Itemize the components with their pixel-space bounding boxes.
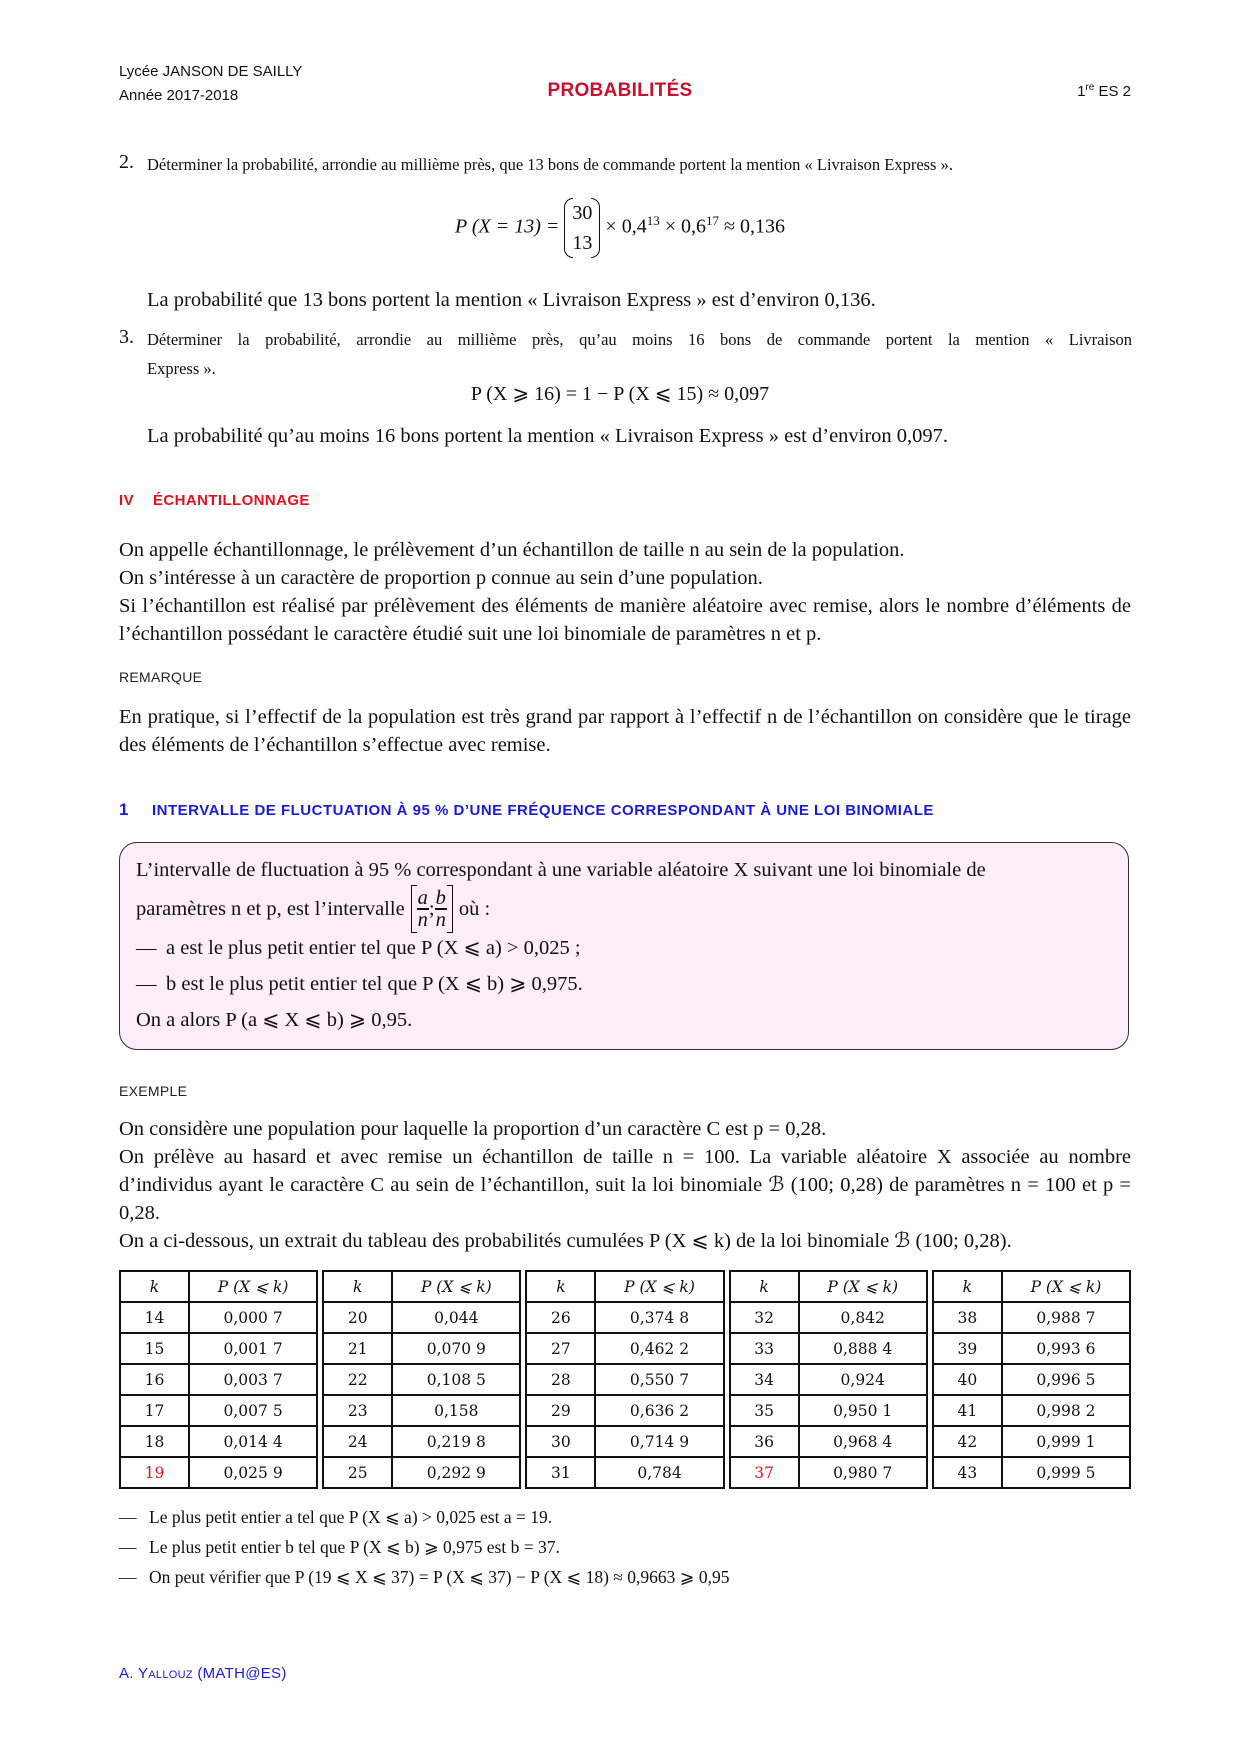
cell-p: 0,714 9 <box>595 1426 723 1457</box>
cell-k: 29 <box>526 1395 595 1426</box>
page-title: PROBABILITÉS <box>547 80 693 101</box>
definition-conclusion: On a alors P (a ⩽ X ⩽ b) ⩾ 0,95. <box>136 1009 413 1031</box>
cell-k: 26 <box>526 1302 595 1333</box>
intro-line-3: Si l’échantillon est réalisé par prélèvement des éléments de manière aléatoire avec remise, alors le nombre d’éléments de l’échantillon possédant le caractère étudié suit une loi binomiale de paramètres n et p. <box>119 595 1131 645</box>
bullet-b-text: b est le plus petit entier tel que P (X ⩽ b) ⩾ 0,975. <box>166 973 583 995</box>
school-name: Lycée JANSON DE SAILLY <box>119 63 303 80</box>
cell-k: 17 <box>120 1395 189 1426</box>
table-header-row <box>933 1271 1130 1302</box>
author-initial: A. Y <box>119 1665 149 1682</box>
conclusion-text-2: Le plus petit entier b tel que P (X ⩽ b) ⩾ 0,975 est b = 37. <box>149 1537 560 1557</box>
binomial-coefficient <box>564 198 600 258</box>
cell-p: 0,988 7 <box>1002 1302 1130 1333</box>
cumulative-probability-tables <box>119 1270 1131 1489</box>
table-row-highlighted <box>120 1457 317 1488</box>
cell-p: 0,968 4 <box>799 1426 927 1457</box>
cell-p: 0,999 1 <box>1002 1426 1130 1457</box>
dash-icon: — <box>119 1567 137 1587</box>
cell-p-highlight: 0,980 7 <box>799 1457 927 1488</box>
table-row <box>933 1426 1130 1457</box>
table-row <box>323 1333 520 1364</box>
definition-bullet-a <box>136 933 1114 969</box>
header-p: P (X ⩽ k) <box>392 1271 520 1302</box>
frac-b-numerator: b <box>435 887 446 909</box>
cell-k: 21 <box>323 1333 392 1364</box>
header-k: k <box>933 1271 1002 1302</box>
cell-k: 42 <box>933 1426 1002 1457</box>
example-line-1: On considère une population pour laquelle la proportion d’un caractère C est p = 0,28. <box>119 1118 827 1140</box>
cell-p: 0,888 4 <box>799 1333 927 1364</box>
conclusion-item <box>119 1562 729 1592</box>
cell-k: 15 <box>120 1333 189 1364</box>
conclusion-text-1: Le plus petit entier a tel que P (X ⩽ a) > 0,025 est a = 19. <box>149 1507 553 1527</box>
cell-k-highlight: 37 <box>730 1457 799 1488</box>
question-2-answer: La probabilité que 13 bons portent la mention « Livraison Express » est d’environ 0,136. <box>147 289 876 311</box>
cell-p: 0,550 7 <box>595 1364 723 1395</box>
formula-term-2: × 0,6 <box>659 215 706 238</box>
cell-k: 43 <box>933 1457 1002 1488</box>
example-line-2: On prélève au hasard et avec remise un échantillon de taille n = 100. La variable aléatoire X associée au nombre d’individus ayant le caractère C au sein de l’échantillon, suit la loi binomiale ℬ (100; 0,28) de paramètres n = 100 et p = 0,28. <box>119 1146 1131 1224</box>
header-p: P (X ⩽ k) <box>799 1271 927 1302</box>
table-row <box>526 1395 723 1426</box>
dash-icon: — <box>136 973 157 995</box>
cell-k: 24 <box>323 1426 392 1457</box>
section-heading <box>119 492 310 509</box>
footer-author <box>119 1665 287 1682</box>
table-row <box>120 1302 317 1333</box>
question-3-number: 3. <box>119 326 134 348</box>
remark-label: REMARQUE <box>119 669 203 685</box>
cell-p: 0,462 2 <box>595 1333 723 1364</box>
cell-p: 0,924 <box>799 1364 927 1395</box>
cell-p: 0,158 <box>392 1395 520 1426</box>
cell-p: 0,044 <box>392 1302 520 1333</box>
header-p: P (X ⩽ k) <box>189 1271 317 1302</box>
cell-k: 28 <box>526 1364 595 1395</box>
dash-icon: — <box>119 1537 137 1557</box>
cell-k: 38 <box>933 1302 1002 1333</box>
frac-b-denominator: n <box>435 909 446 931</box>
probability-table-2 <box>322 1270 521 1489</box>
question-3-answer: La probabilité qu’au moins 16 bons portent la mention « Livraison Express » est d’environ 0,097. <box>147 425 949 447</box>
dash-icon: — <box>136 937 157 959</box>
table-row <box>526 1457 723 1488</box>
table-row-highlighted <box>730 1457 927 1488</box>
conclusion-text-3: On peut vérifier que P (19 ⩽ X ⩽ 37) = P (X ⩽ 37) − P (X ⩽ 18) ≈ 0,9663 ⩾ 0,95 <box>149 1567 730 1587</box>
probability-table-5 <box>932 1270 1131 1489</box>
frac-a-denominator: n <box>417 909 428 931</box>
bullet-a-text: a est le plus petit entier tel que P (X ⩽ a) > 0,025 ; <box>166 937 581 959</box>
header-p: P (X ⩽ k) <box>1002 1271 1130 1302</box>
table-row <box>526 1333 723 1364</box>
definition-line-2-end: où : <box>458 898 491 920</box>
fraction-a-over-n <box>417 888 429 930</box>
table-row <box>120 1364 317 1395</box>
conclusion-item <box>119 1502 729 1532</box>
table-row <box>933 1302 1130 1333</box>
table-header-row <box>120 1271 317 1302</box>
cell-p: 0,007 5 <box>189 1395 317 1426</box>
author-site: (MATH@ES) <box>192 1665 287 1682</box>
table-row <box>933 1364 1130 1395</box>
cell-p: 0,003 7 <box>189 1364 317 1395</box>
table-header-row <box>526 1271 723 1302</box>
cell-k: 33 <box>730 1333 799 1364</box>
question-3-text-line1: Déterminer la probabilité, arrondie au millième près, qu’au moins 16 bons de commande portent la mention « Livraison <box>147 330 1132 349</box>
cell-p-highlight: 0,025 9 <box>189 1457 317 1488</box>
cell-p: 0,374 8 <box>595 1302 723 1333</box>
section-intro <box>119 536 1131 648</box>
interval-fraction <box>411 885 453 933</box>
cell-p: 0,014 4 <box>189 1426 317 1457</box>
table-row <box>933 1333 1130 1364</box>
cell-k: 40 <box>933 1364 1002 1395</box>
table-row <box>526 1302 723 1333</box>
fraction-separator: ; <box>428 898 435 920</box>
example-label: EXEMPLE <box>119 1083 188 1099</box>
formula-term-1: × 0,4 <box>605 215 647 238</box>
header-p: P (X ⩽ k) <box>595 1271 723 1302</box>
table-row <box>120 1395 317 1426</box>
table-row <box>120 1333 317 1364</box>
school-year: Année 2017-2018 <box>119 87 239 104</box>
question-2-number: 2. <box>119 151 134 173</box>
table-header-row <box>323 1271 520 1302</box>
table-row <box>730 1426 927 1457</box>
class-name: ES 2 <box>1094 83 1131 100</box>
cell-p: 0,070 9 <box>392 1333 520 1364</box>
class-number: 1 <box>1077 83 1086 100</box>
cell-k: 20 <box>323 1302 392 1333</box>
cell-p: 0,108 5 <box>392 1364 520 1395</box>
example-conclusions <box>119 1502 729 1592</box>
cell-p: 0,219 8 <box>392 1426 520 1457</box>
table-row <box>730 1364 927 1395</box>
frac-a-numerator: a <box>417 887 428 909</box>
table-row <box>730 1302 927 1333</box>
definition-box <box>119 842 1129 1050</box>
formula-lhs: P (X = 13) = <box>455 215 560 238</box>
right-bracket <box>447 885 453 933</box>
table-header-row <box>730 1271 927 1302</box>
example-line-3: On a ci-dessous, un extrait du tableau des probabilités cumulées P (X ⩽ k) de la loi binomiale ℬ (100; 0,28). <box>119 1230 1012 1252</box>
table-row <box>323 1457 520 1488</box>
cell-p: 0,996 5 <box>1002 1364 1130 1395</box>
subsection-number: 1 <box>119 800 129 819</box>
subsection-heading <box>119 800 934 820</box>
question-3-text-line2: Express ». <box>147 359 216 378</box>
table-row <box>323 1364 520 1395</box>
table-row <box>933 1457 1130 1488</box>
binom-bottom: 13 <box>572 232 593 254</box>
cell-k: 18 <box>120 1426 189 1457</box>
question-2-formula <box>0 198 1240 258</box>
header-k: k <box>120 1271 189 1302</box>
cell-k-highlight: 19 <box>120 1457 189 1488</box>
example-text <box>119 1115 1131 1255</box>
section-title: ÉCHANTILLONNAGE <box>153 492 310 509</box>
exponent-1: 13 <box>646 212 660 228</box>
table-row <box>323 1395 520 1426</box>
remark-text: En pratique, si l’effectif de la population est très grand par rapport à l’effectif n de l’échantillon on considère que le tirage des éléments de l’échantillon s’effectue avec remise. <box>119 706 1131 756</box>
cell-p: 0,842 <box>799 1302 927 1333</box>
fraction-b-over-n <box>435 888 447 930</box>
exponent-2: 17 <box>705 212 719 228</box>
class-label <box>1077 82 1131 100</box>
question-3-formula: P (X ⩾ 16) = 1 − P (X ⩽ 15) ≈ 0,097 <box>470 383 770 405</box>
table-row <box>526 1364 723 1395</box>
cell-k: 41 <box>933 1395 1002 1426</box>
definition-bullet-b <box>136 969 1114 1005</box>
cell-p: 0,950 1 <box>799 1395 927 1426</box>
class-superscript: re <box>1085 82 1095 93</box>
cell-k: 14 <box>120 1302 189 1333</box>
intro-line-2: On s’intéresse à un caractère de proportion p connue au sein d’une population. <box>119 567 763 589</box>
table-row <box>323 1426 520 1457</box>
table-row <box>933 1395 1130 1426</box>
cell-p: 0,993 6 <box>1002 1333 1130 1364</box>
definition-line-2 <box>136 885 1114 933</box>
cell-k: 31 <box>526 1457 595 1488</box>
cell-k: 23 <box>323 1395 392 1426</box>
cell-k: 39 <box>933 1333 1002 1364</box>
section-number: IV <box>119 492 134 509</box>
cell-k: 36 <box>730 1426 799 1457</box>
cell-p: 0,636 2 <box>595 1395 723 1426</box>
author-surname: ALLOUZ <box>148 1669 193 1681</box>
conclusion-item <box>119 1532 729 1562</box>
cell-k: 35 <box>730 1395 799 1426</box>
table-row <box>730 1333 927 1364</box>
cell-p: 0,784 <box>595 1457 723 1488</box>
cell-k: 22 <box>323 1364 392 1395</box>
cell-p: 0,998 2 <box>1002 1395 1130 1426</box>
question-2-text: Déterminer la probabilité, arrondie au millième près, que 13 bons de commande portent la mention « Livraison Express ». <box>147 155 953 174</box>
table-row <box>120 1426 317 1457</box>
formula-result: ≈ 0,136 <box>718 215 785 238</box>
cell-k: 27 <box>526 1333 595 1364</box>
cell-p: 0,001 7 <box>189 1333 317 1364</box>
cell-k: 30 <box>526 1426 595 1457</box>
dash-icon: — <box>119 1507 137 1527</box>
definition-line-2-text: paramètres n et p, est l’intervalle <box>136 898 405 920</box>
intro-line-1: On appelle échantillonnage, le prélèvement d’un échantillon de taille n au sein de la population. <box>119 539 905 561</box>
cell-k: 25 <box>323 1457 392 1488</box>
table-row <box>526 1426 723 1457</box>
probability-table-1 <box>119 1270 318 1489</box>
table-row <box>730 1395 927 1426</box>
probability-table-3 <box>525 1270 724 1489</box>
cell-k: 34 <box>730 1364 799 1395</box>
cell-p: 0,999 5 <box>1002 1457 1130 1488</box>
binom-top: 30 <box>572 202 593 224</box>
header-k: k <box>526 1271 595 1302</box>
cell-p: 0,292 9 <box>392 1457 520 1488</box>
definition-line-1: L’intervalle de fluctuation à 95 % correspondant à une variable aléatoire X suivant une loi binomiale de <box>136 859 986 881</box>
cell-p: 0,000 7 <box>189 1302 317 1333</box>
cell-k: 32 <box>730 1302 799 1333</box>
cell-k: 16 <box>120 1364 189 1395</box>
table-row <box>323 1302 520 1333</box>
probability-table-4 <box>729 1270 928 1489</box>
header-k: k <box>730 1271 799 1302</box>
subsection-title: INTERVALLE DE FLUCTUATION À 95 % D’UNE FRÉQUENCE CORRESPONDANT À UNE LOI BINOMIALE <box>152 802 934 819</box>
header-k: k <box>323 1271 392 1302</box>
